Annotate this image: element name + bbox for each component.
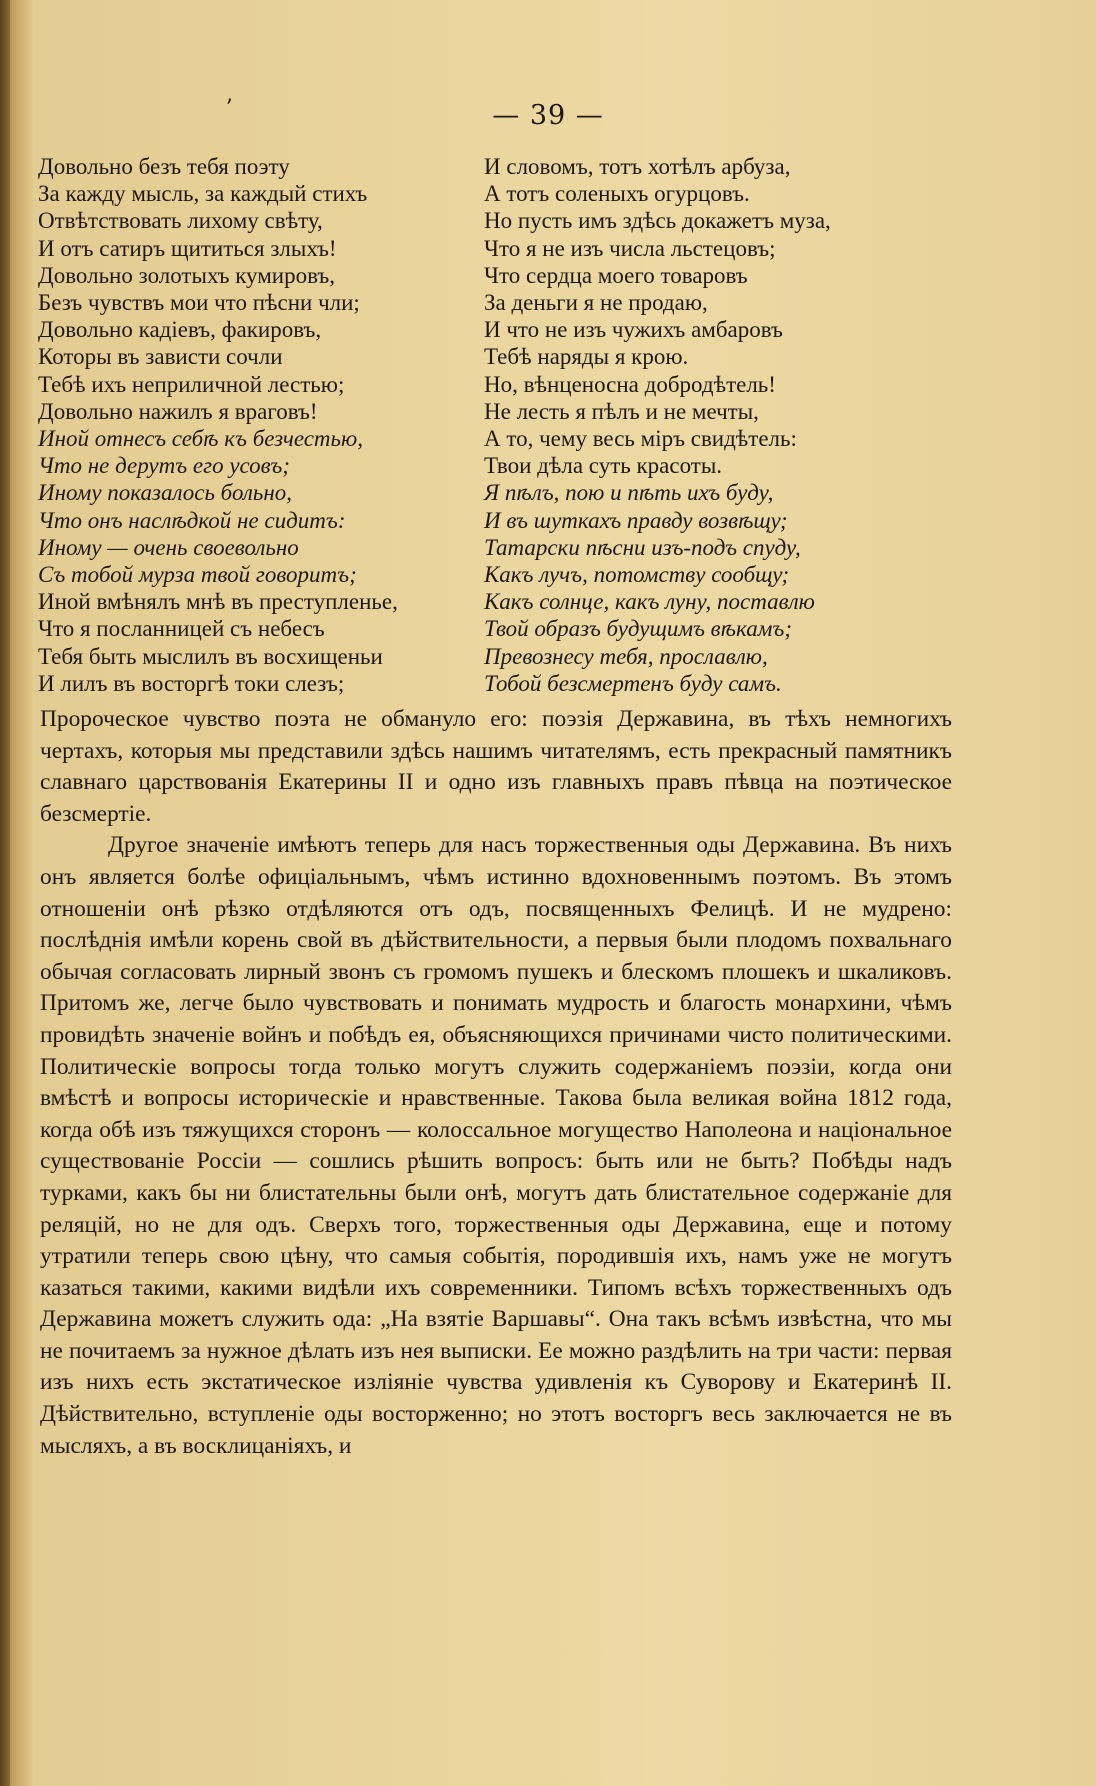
stray-mark: ʼ [225, 96, 232, 121]
poem-line: Иному — очень своевольно [38, 534, 299, 560]
poem-line: Довольно кадіевъ, факировъ, [38, 317, 322, 343]
poem-line: Съ тобой мурза твой говоритъ; [38, 562, 357, 588]
poem-line: Превознесу тебя, прославлю, [484, 643, 768, 669]
poem-line: Которы въ зависти сочли [38, 344, 283, 370]
poem-line: Тебя быть мыслилъ въ восхищеньи [38, 643, 383, 669]
poem-line: Иному показалось больно, [38, 480, 293, 506]
poem-line: Но пусть имъ здѣсь докажетъ муза, [484, 208, 831, 234]
poem-right-column [484, 153, 1004, 697]
poem-line: Что я посланницей съ небесъ [38, 616, 325, 642]
poem-line: Довольно безъ тебя поэту [38, 154, 290, 179]
poem-line: Что сердца моего товаровъ [484, 262, 748, 288]
poem-line: За деньги я не продаю, [484, 290, 708, 316]
poem-line: Твой образъ будущимъ вѣкамъ; [484, 616, 792, 642]
poem-line: Татарски пѣсни изъ-подъ спуду, [484, 534, 801, 560]
poem-line: Отвѣтствовать лихому свѣту, [38, 208, 323, 234]
poem-line: Что не дерутъ его усовъ; [38, 453, 290, 479]
poem-line: И что не изъ чужихъ амбаровъ [484, 317, 783, 343]
page-number: — 39 — [492, 100, 604, 131]
poem-line: Что онъ наслѣдкой не сидитъ: [38, 507, 346, 533]
poem-line: Какъ солнце, какъ луну, поставлю [484, 589, 815, 615]
book-spine-shadow [0, 0, 10, 1786]
poem-line: Тобой безсмертенъ буду самъ. [484, 670, 782, 696]
poem-line: А тотъ соленыхъ огурцовъ. [484, 181, 750, 207]
paragraph: Пророческое чувство поэта не обмануло его: поэзія Державина, въ тѣхъ немногихъ чертахъ, которыя мы представили здѣсь нашимъ читателямъ, есть прекрасный памятникъ славнаго царствованія Екатерины II и одно изъ главныхъ правъ пѣвца на поэтическое безсмертіе. [40, 706, 952, 827]
poem-line: А то, чему весь міръ свидѣтель: [484, 426, 797, 452]
poem-line: Но, вѣнценосна добродѣтель! [484, 371, 776, 397]
poem-line: Не лесть я пѣлъ и не мечты, [484, 398, 759, 424]
poem-line: Тебѣ наряды я крою. [484, 344, 689, 370]
prose-body [40, 704, 952, 1462]
poem-left-column [38, 153, 458, 697]
poem-line: Я пѣлъ, пою и пѣть ихъ буду, [484, 480, 774, 506]
poem-line: Иной отнесъ себѣ къ безчестью, [38, 426, 363, 452]
poem-line: И отъ сатиръ щититься злыхъ! [38, 235, 337, 261]
poem-line: И словомъ, тотъ хотѣлъ арбуза, [484, 154, 791, 179]
poem-line: И въ шуткахъ правду возвѣщу; [484, 507, 788, 533]
poem-line: Какъ лучъ, потомству сообщу; [484, 562, 790, 588]
paragraph: Другое значеніе имѣютъ теперь для насъ торжественныя оды Державина. Въ нихъ онъ является болѣе офиціальнымъ, чѣмъ истинно вдохновеннымъ поэтомъ. Въ этомъ отношеніи онѣ рѣзко отдѣляются отъ одъ, посвященныхъ Фелицѣ. И не мудрено: послѣднія имѣли корень свой въ дѣйствительности, а первыя были плодомъ похвальнаго обычая согласовать лирный звонъ съ громомъ пушекъ и блескомъ плошекъ и шкаликовъ. Притомъ же, легче было чувствовать и понимать мудрость и благость монархини, чѣмъ провидѣть значеніе войнъ и побѣдъ ея, объясняющихся причинами чисто политическими. Политическіе вопросы тогда только могутъ служить содержаніемъ поэзіи, когда они вмѣстѣ и вопросы историческіе и нравственные. Такова была великая война 1812 года, когда обѣ изъ тяжущихся сторонъ — колоссальное могущество Наполеона и національное существованіе Россіи — сошлись рѣшить вопросъ: быть или не быть? Побѣды надъ турками, какъ бы ни блистательны были онѣ, могутъ дать блистательное содержаніе для реляцій, но не для одъ. Сверхъ того, торжественныя оды Державина, еще и потому утратили теперь свою цѣну, что самыя событія, породившія ихъ, намъ уже не могутъ казаться такими, какими видѣли ихъ современники. Типомъ всѣхъ торжественныхъ одъ Державина можетъ служить ода: „На взятіе Варшавы“. Она такъ всѣмъ извѣстна, что мы не почитаемъ за нужное дѣлать изъ нея выписки. Ее можно раздѣлить на три части: первая изъ нихъ есть экстатическое изліяніе чувства удивленія къ Суворову и Екатеринѣ II. Дѣйствительно, вступленіе оды восторженно; но этотъ восторгъ весь заключается не въ мысляхъ, а въ восклицаніяхъ, и [40, 832, 952, 1459]
poem-line: Что я не изъ числа льстецовъ; [484, 235, 776, 261]
poem-line: Твои дѣла суть красоты. [484, 453, 723, 479]
poem-line: Безъ чувствъ мои что пѣсни чли; [38, 290, 360, 316]
poem-line: И лилъ въ восторгѣ токи слезъ; [38, 670, 345, 696]
poem-line: Довольно нажилъ я враговъ! [38, 398, 318, 424]
poem-line: Довольно золотыхъ кумировъ, [38, 262, 336, 288]
poem-line: За кажду мысль, за каждый стихъ [38, 181, 368, 207]
poem-line: Иной вмѣнялъ мнѣ въ преступленье, [38, 589, 398, 615]
poem-line: Тебѣ ихъ неприличной лестью; [38, 371, 345, 397]
